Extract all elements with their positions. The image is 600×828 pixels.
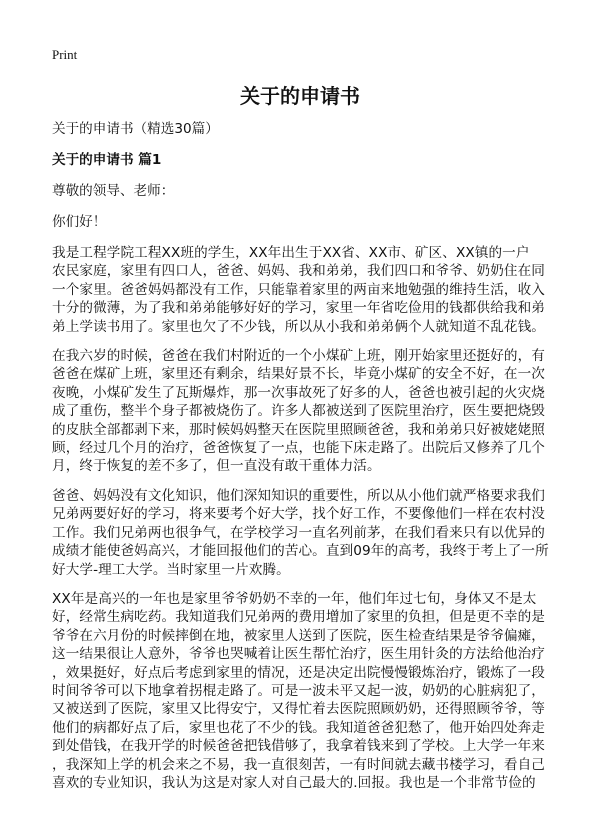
- paragraph: [52, 590, 552, 792]
- paragraph-line: 我是工程学院工程XX班的学生，XX年出生于XX省、XX市、矿区、XX镇的一户: [52, 245, 530, 261]
- paragraph-line: 的皮肤全部都剥下来，那时候妈妈整天在医院里照顾爸爸，我和弟弟只好被姥姥照: [52, 421, 545, 438]
- document-body: [52, 120, 552, 803]
- paragraph-line: 时间爷爷可以下地拿着拐棍走路了。可是一波未平又起一波，奶奶的心脏病犯了，: [52, 682, 545, 699]
- paragraph-line: ，我深知上学的机会来之不易，我一直很刻苦，一有时间就去藏书楼学习，看自己: [52, 756, 545, 773]
- print-link[interactable]: Print: [52, 47, 78, 62]
- paragraph-line: 在我六岁的时候，爸爸在我们村附近的一个小煤矿上班，刚开始家里还挺好的，有: [52, 348, 545, 365]
- paragraph-line: 他们的病都好点了后，家里也花了不少的钱。我知道爸爸犯愁了，他开始四处奔走: [52, 719, 545, 736]
- greeting: 你们好！: [52, 214, 107, 230]
- document-title: 关于的申请书: [240, 84, 360, 108]
- paragraph-line: 成绩才能使爸妈高兴，才能回报他们的苦心。直到09年的高考，我终于考上了一所: [52, 543, 549, 560]
- paragraph-line: 好大学-理工大学。当时家里一片欢腾。: [52, 561, 290, 578]
- paragraph-line: 喜欢的专业知识，我认为这是对家人对自己最大的.回报。我也是一个非常节俭的: [52, 774, 536, 791]
- paragraph-line: 爸爸在煤矿上班，家里还有剩余，结果好景不长，毕竟小煤矿的安全不好，在一次: [52, 366, 545, 383]
- paragraph-line: 顾，经过几个月的治疗，爸爸恢复了一点，也能下床走路了。出院后又修养了几个: [52, 440, 545, 457]
- section-heading: 关于的申请书 篇1: [52, 152, 162, 168]
- paragraphs: [52, 244, 552, 792]
- paragraph: [52, 347, 552, 476]
- paragraph-line: 这一结果很让人意外，爷爷也哭喊着让医生帮忙治疗，医生用针灸的方法给他治疗: [52, 646, 545, 663]
- paragraph-line: 到处借钱，在我开学的时候爸爸把钱借够了，我拿着钱来到了学校。上大学一年来: [52, 738, 545, 755]
- paragraph-line: 爷爷在六月份的时候摔倒在地，被家里人送到了医院，医生检查结果是爷爷偏瘫，: [52, 627, 545, 644]
- paragraph-line: 好，经常生病吃药。我知道我们兄弟两的费用增加了家里的负担，但是更不幸的是: [52, 609, 545, 626]
- paragraph-line: 工作。我们兄弟两也很争气，在学校学习一直名列前茅，在我们看来只有以优异的: [52, 524, 545, 541]
- paragraph-line: 又被送到了医院，家里又比得安宁，又得忙着去医院照顾奶奶，还得照顾爷爷，等: [52, 701, 545, 718]
- paragraph-line: 月，终于恢复的差不多了，但一直没有敢干重体力活。: [52, 458, 381, 475]
- paragraph-line: 兄弟两要好好的学习，将来要考个好大学，找个好工作，不要像他们一样在农村没: [52, 506, 545, 523]
- salutation: 尊敬的领导、老师：: [52, 183, 175, 199]
- paragraph-line: 夜晚，小煤矿发生了瓦斯爆炸，那一次事故死了好多的人，爸爸也被引起的火灾烧: [52, 384, 545, 401]
- paragraph: [52, 244, 552, 336]
- paragraph-line: 农民家庭，家里有四口人，爸爸、妈妈、我和弟弟，我们四口和爷爷、奶奶住在同: [52, 263, 545, 280]
- paragraph-line: 爸爸、妈妈没有文化知识，他们深知知识的重要性，所以从小他们就严格要求我们: [52, 487, 545, 504]
- paragraph-line: ，效果挺好，好点后考虑到家里的情况，还是决定出院慢慢锻炼治疗，锻炼了一段: [52, 664, 545, 681]
- paragraph: [52, 487, 552, 579]
- paragraph-line: 成了重伤，整半个身子都被烧伤了。许多人都被送到了医院里治疗，医生要把烧毁: [52, 403, 545, 420]
- document-subtitle: 关于的申请书（精选30篇）: [52, 121, 219, 137]
- paragraph-line: 十分的微薄，为了我和弟弟能够好好的学习，家里一年省吃俭用的钱都供给我和弟: [52, 300, 545, 317]
- paragraph-line: 弟上学读书用了。家里也欠了不少钱，所以从小我和弟弟俩个人就知道不乱花钱。: [52, 318, 545, 335]
- paragraph-line: 一个家里。爸爸妈妈都没有工作，只能靠着家里的两亩来地勉强的维持生活，收入: [52, 281, 545, 298]
- paragraph-line: XX年是高兴的一年也是家里爷爷奶奶不幸的一年，他们年过七旬，身体又不是太: [52, 590, 537, 607]
